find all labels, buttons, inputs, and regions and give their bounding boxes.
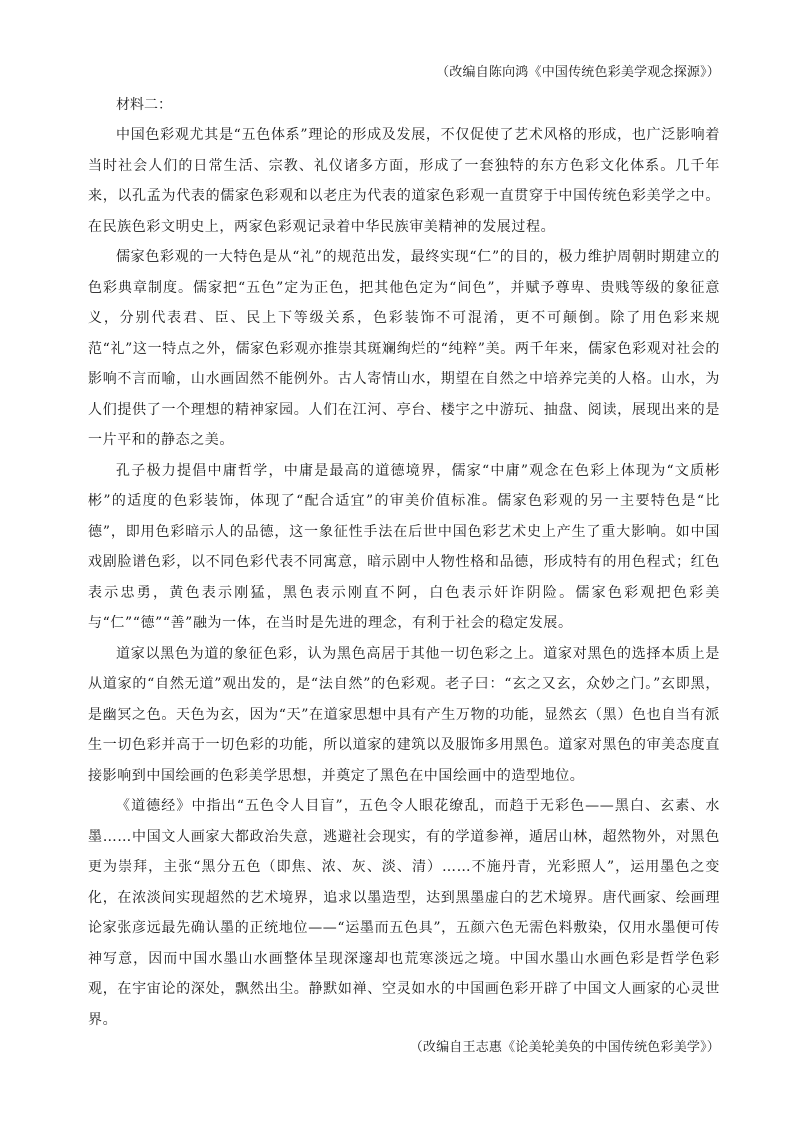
paragraph-2: 儒家色彩观的一大特色是从“礼”的规范出发，最终实现“仁”的目的，极力维护周朝时期建立的色彩典章制度。儒家把“五色”定为正色，把其他色定为“间色”，并赋予尊卑、贵贱等级的象征意义，分别代表君、臣、民上下等级关系，色彩装饰不可混淆，更不可颠倒。除了用色彩来规范“礼”这一特点之外，儒家色彩观亦推崇其斑斓绚烂的“纯粹”美。两千年来，儒家色彩观对社会的影响不言而喻，山水画固然不能例外。古人寄情山水，期望在自然之中培养完美的人格。山水，为人们提供了一个理想的精神家园。人们在江河、亭台、楼宇之中游玩、抽盘、阅读，展现出来的是一片平和的静态之美。 [88,249,720,448]
paragraph-4: 道家以黑色为道的象征色彩，认为黑色高居于其他一切色彩之上。道家对黑色的选择本质上是从道家的“自然无道”观出发的，是“法自然”的色彩观。老子曰：“玄之又玄，众妙之门。”玄即黑，是幽冥之色。天色为玄，因为“天”在道家思想中具有产生万物的功能，显然玄（黑）色也自当有派生一切色彩并高于一切色彩的功能，所以道家的建筑以及服饰多用黑色。道家对黑色的审美态度直接影响到中国绘画的色彩美学思想，并奠定了黑色在中国绘画中的造型地位。 [88,645,720,784]
paragraph-3: 孔子极力提倡中庸哲学，中庸是最高的道德境界，儒家“中庸”观念在色彩上体现为“文质彬彬”的适度的色彩装饰，体现了“配合适宜”的审美价值标准。儒家色彩观的另一主要特色是“比德”，即用色彩暗示人的品德，这一象征性手法在后世中国色彩艺术史上产生了重大影响。如中国戏剧脸谱色彩，以不同色彩代表不同寓意，暗示剧中人物性格和品德，形成特有的用色程式；红色表示忠勇，黄色表示刚猛，黑色表示刚直不阿，白色表示奸诈阴险。儒家色彩观把色彩美与“仁”“德”“善”融为一体，在当时是先进的理念，有利于社会的稳定发展。 [88,462,720,631]
paragraph-5: 《道德经》中指出“五色令人目盲”，五色令人眼花缭乱，而趋于无彩色——黑白、玄素、水墨……中国文人画家大都政治失意，逃避社会现实，有的学道参禅，遁居山林，超然物外，对黑色更为崇拜，主张“黑分五色（即焦、浓、灰、淡、清）……不施丹青，光彩照人”，运用墨色之变化，在浓淡间实现超然的艺术境界，追求以墨造型，达到黑墨虚白的艺术境界。唐代画家、绘画理论家张彦远最先确认墨的正统地位——“运墨而五色具”，五颜六色无需色料敷染，仅用水墨便可传神写意，因而中国水墨山水画整体呈现深邃却也荒寒淡远之境。中国水墨山水画色彩是哲学色彩观，在宇宙论的深处，飘然出尘。静默如禅、空灵如水的中国画色彩开辟了中国文人画家的心灵世界。 [88,798,720,1028]
section-heading: 材料二： [116,97,172,113]
document-page [88,62,720,1059]
source-citation-bottom: （改编自王志惠《论美轮美奂的中国传统色彩美学》） [409,1040,720,1055]
paragraph-1: 中国色彩观尤其是“五色体系”理论的形成及发展，不仅促使了艺术风格的形成，也广泛影响着当时社会人们的日常生活、宗教、礼仪诸多方面，形成了一套独特的东方色彩文化体系。几千年来，以孔孟为代表的儒家色彩观和以老庄为代表的道家色彩观一直贯穿于中国传统色彩美学之中。在民族色彩文明史上，两家色彩观记录着中华民族审美精神的发展过程。 [88,127,720,235]
source-citation-top: （改编自陈向鸿《中国传统色彩美学观念探源》） [436,65,720,80]
